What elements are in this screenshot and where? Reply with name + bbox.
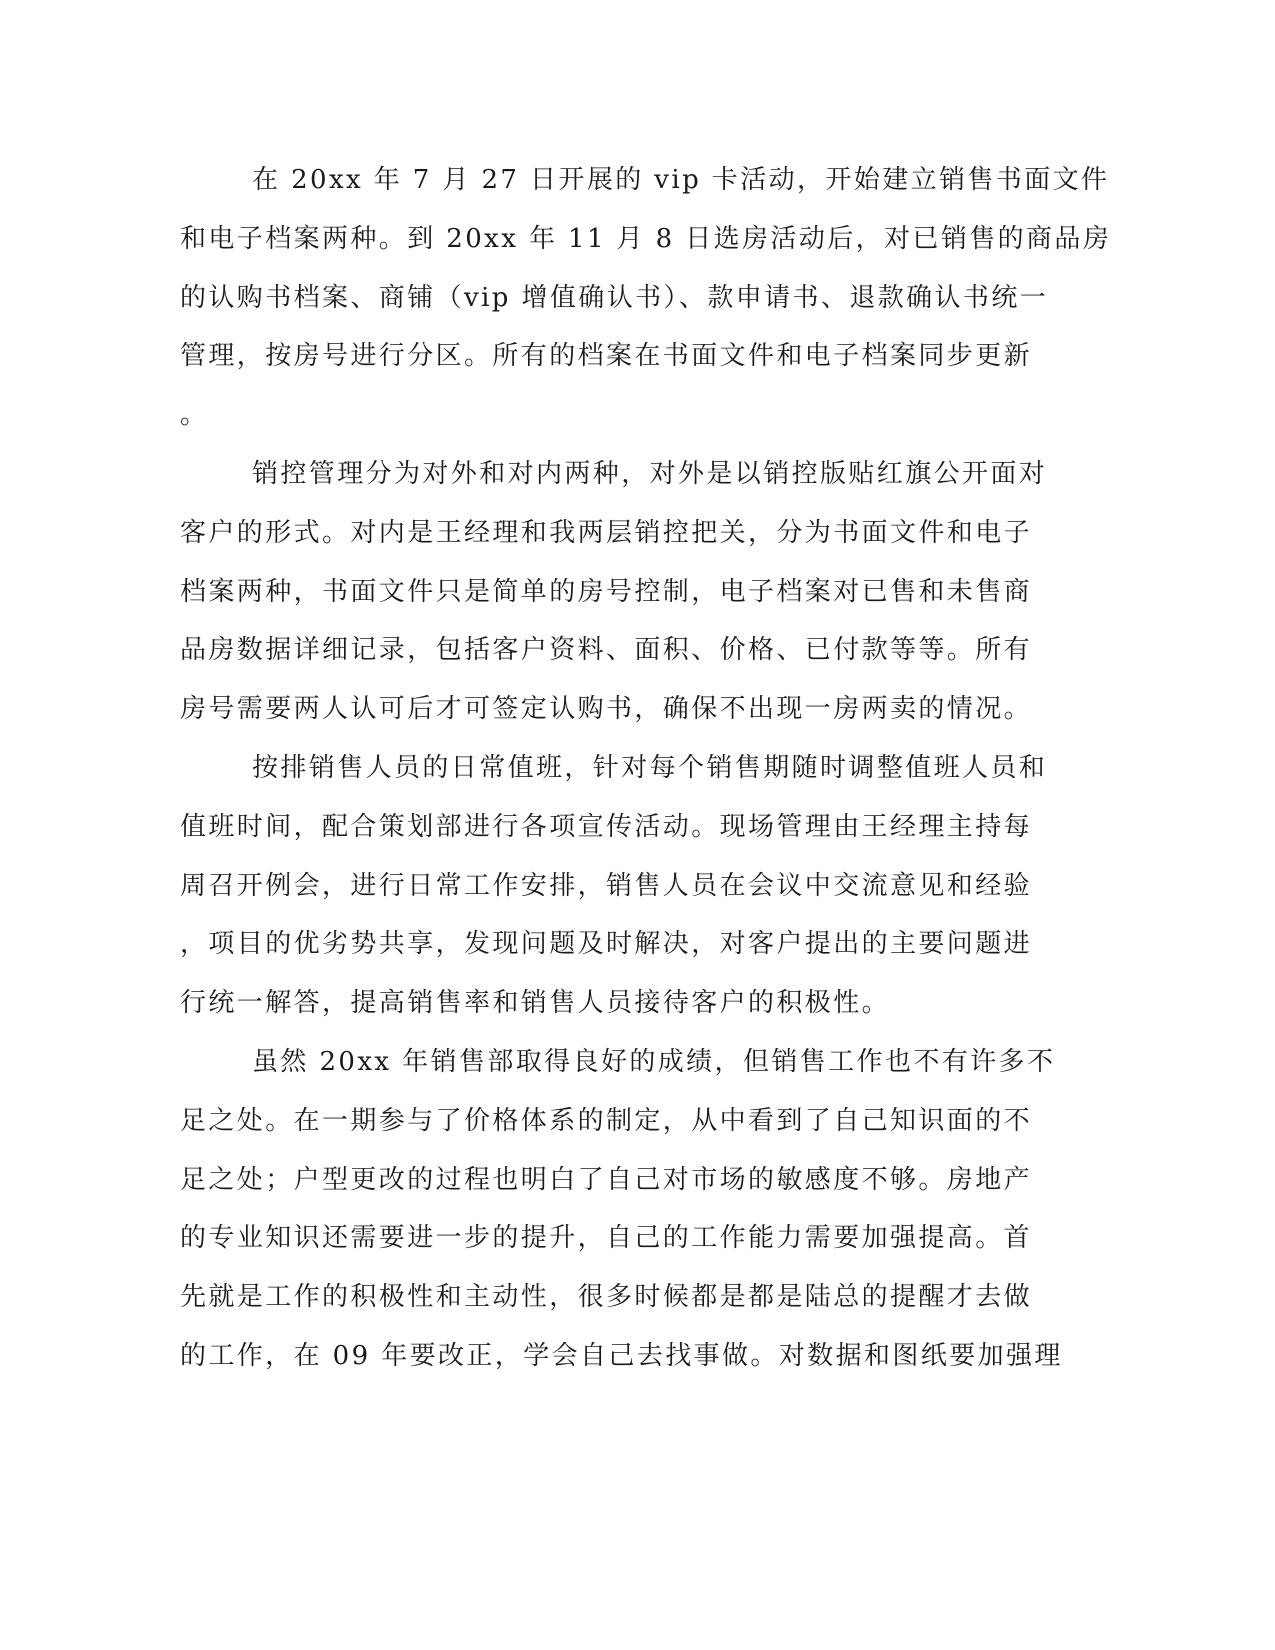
paragraph-sales-control (180, 452, 1048, 746)
text-line: 。 (180, 400, 209, 431)
text-line: 值班时间，配合策划部进行各项宣传活动。现场管理由王经理主持每 (180, 811, 1033, 842)
text-line: 的工作，在 09 年要改正，学会自己去找事做。对数据和图纸要加强理 (180, 1340, 1063, 1371)
paragraph-duty-schedule (180, 746, 1048, 1040)
text-line: 和电子档案两种。到 20xx 年 11 月 8 日选房活动后，对已销售的商品房 (180, 223, 1112, 254)
text-line: 房号需要两人认可后才可签定认购书，确保不出现一房两卖的情况。 (180, 694, 1033, 725)
text-line: 先就是工作的积极性和主动性，很多时候都是都是陆总的提醒才去做 (180, 1282, 1033, 1313)
text-line: 的认购书档案、商铺（vip 增值确认书）、款申请书、退款确认书统一 (180, 282, 1049, 313)
text-line: 品房数据详细记录，包括客户资料、面积、价格、已付款等等。所有 (180, 635, 1033, 666)
text-line: 管理，按房号进行分区。所有的档案在书面文件和电子档案同步更新 (180, 341, 1033, 372)
paragraph-shortcomings (180, 1040, 1063, 1393)
text-line: 行统一解答，提高销售率和销售人员接待客户的积极性。 (180, 988, 891, 1019)
text-line: 的专业知识还需要进一步的提升，自己的工作能力需要加强提高。首 (180, 1223, 1033, 1254)
text-line: 销控管理分为对外和对内两种，对外是以销控版贴红旗公开面对 (252, 458, 1048, 489)
text-line: 周召开例会，进行日常工作安排，销售人员在会议中交流意见和经验 (180, 870, 1033, 901)
text-line: 足之处。在一期参与了价格体系的制定，从中看到了自己知识面的不 (180, 1105, 1033, 1136)
text-line: 档案两种，书面文件只是简单的房号控制，电子档案对已售和未售商 (180, 576, 1033, 607)
text-line: 在 20xx 年 7 月 27 日开展的 vip 卡活动，开始建立销售书面文件 (252, 165, 1110, 195)
document-body (180, 158, 1112, 1393)
text-line: ，项目的优劣势共享，发现问题及时解决，对客户提出的主要问题进 (180, 929, 1033, 960)
text-line: 客户的形式。对内是王经理和我两层销控把关，分为书面文件和电子 (180, 517, 1033, 548)
text-line: 按排销售人员的日常值班，针对每个销售期随时调整值班人员和 (252, 752, 1048, 783)
text-line: 足之处；户型更改的过程也明白了自己对市场的敏感度不够。房地产 (180, 1164, 1033, 1195)
paragraph-archives (180, 158, 1112, 452)
text-line: 虽然 20xx 年销售部取得良好的成绩，但销售工作也不有许多不 (252, 1046, 1056, 1077)
